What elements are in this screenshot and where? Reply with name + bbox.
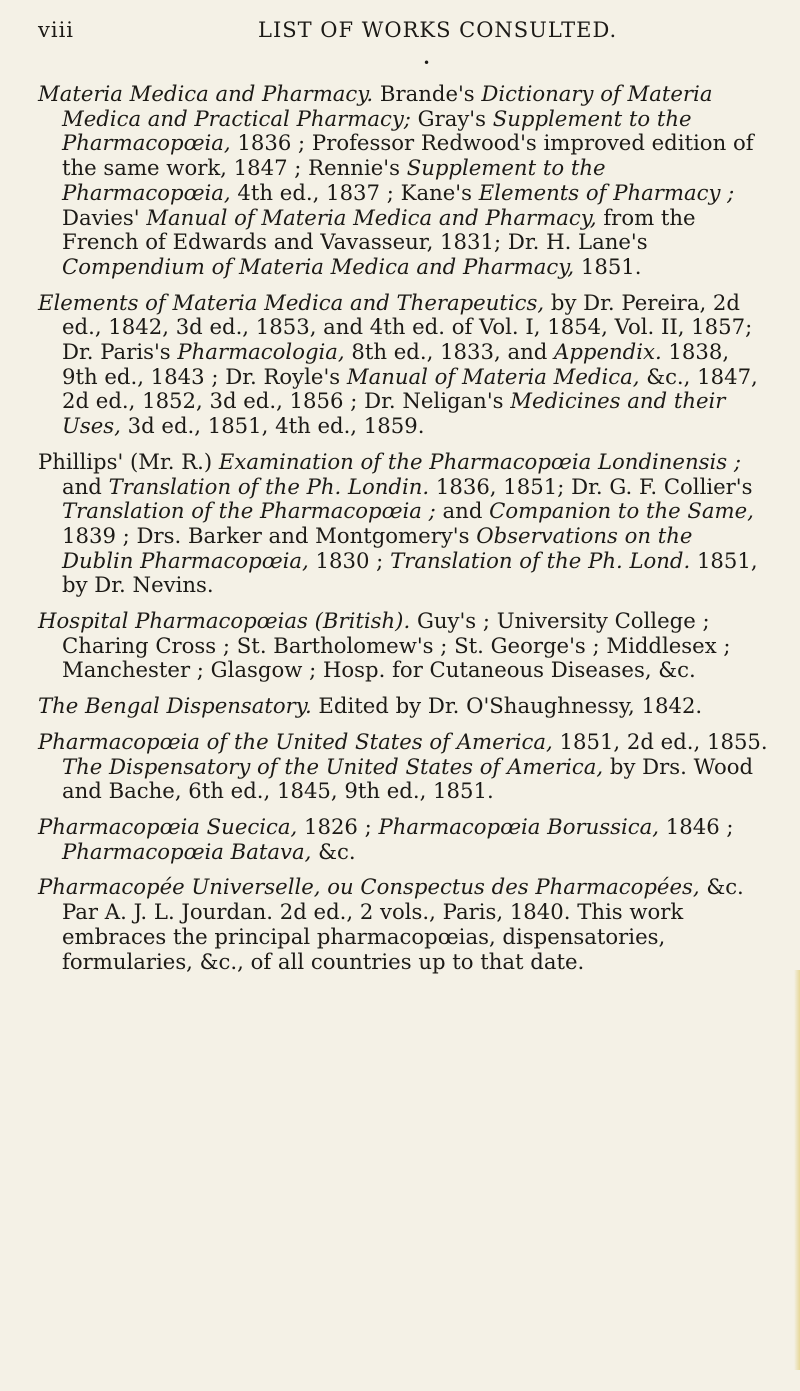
entry-text: from the French of Edwards and Vavasseur, 1831; Dr. H. Lane's: [62, 204, 696, 255]
italic-title: Pharmacologia,: [177, 339, 345, 365]
italic-title: Manual of Materia Medica and Pharmacy,: [146, 204, 597, 230]
italic-title: Translation of the Ph. Lond.: [390, 547, 691, 573]
italic-title: Companion to the Same,: [489, 498, 754, 524]
italic-title: Translation of the Ph. Londin.: [108, 473, 430, 499]
entry-text: and: [62, 473, 109, 499]
italic-title: Compendium of Materia Medica and Pharmacy,: [62, 253, 575, 279]
bibliography-entry: [38, 730, 768, 804]
bibliography-entry: [38, 450, 768, 598]
entry-text: Davies': [62, 204, 147, 230]
italic-title: Translation of the Pharmacopœia ;: [62, 498, 436, 524]
italic-title: Pharmacopœia Batava,: [62, 838, 312, 864]
entry-text: 1838, 9th ed., 1843 ; Dr. Royle's: [62, 339, 730, 389]
entry-text: Phillips' (Mr. R.): [38, 448, 219, 474]
bibliography-entry: [38, 291, 768, 439]
italic-title: Supplement to the Pharmacopœia,: [62, 105, 692, 156]
entry-text: 1830 ;: [308, 547, 391, 573]
entry-text: 1826 ;: [297, 813, 379, 839]
italic-title: Appendix.: [554, 339, 662, 365]
entry-text: 1846 ;: [659, 813, 734, 839]
italic-title: Pharmacopœia Borussica,: [378, 813, 660, 839]
bibliography-entry: [38, 815, 768, 864]
entry-text: 8th ed., 1833, and: [344, 339, 555, 365]
italic-title: Supplement to the Pharmacopœia,: [62, 155, 606, 205]
entry-text: Edited by Dr. O'Shaughnessy, 1842.: [311, 693, 703, 719]
italic-title: Elements of Materia Medica and Therapeutics,: [38, 289, 545, 315]
entry-text: 1836, 1851; Dr. G. F. Collier's: [429, 473, 753, 499]
entry-text: 1839 ; Drs. Barker and Montgomery's: [62, 522, 477, 548]
entry-text: 3d ed., 1851, 4th ed., 1859.: [120, 413, 425, 439]
page-header: [38, 18, 760, 52]
italic-title: The Dispensatory of the United States of America,: [62, 753, 604, 779]
entry-text: by Dr. Pereira, 2d ed., 1842, 3d ed., 1853, and 4th ed. of Vol. I, 1854, Vol. II, 1857; Dr. Paris's: [62, 289, 753, 365]
italic-title: Materia Medica and Pharmacy.: [38, 81, 374, 106]
bibliography-entry: [38, 694, 768, 719]
bibliography-entry: [38, 609, 768, 683]
italic-title: Observations on the Dublin Pharmacopœia,: [62, 522, 693, 573]
entry-text: and: [435, 498, 490, 524]
bibliography-list: [38, 82, 768, 985]
page-number: viii: [38, 18, 75, 42]
entry-text: 1851, by Dr. Nevins.: [62, 547, 758, 598]
entry-text: 1851, 2d ed., 1855.: [552, 728, 768, 754]
italic-title: Manual of Materia Medica,: [346, 363, 640, 389]
entry-text: Gray's: [410, 105, 493, 131]
italic-title: Medicines and their Uses,: [62, 388, 726, 439]
entry-text: &c. Par A. J. L. Jourdan. 2d ed., 2 vols., Paris, 1840. This work embraces the principal pharmacopœias, dispensatories, formularies, &c., of all countries up to that date.: [62, 874, 744, 974]
entry-text: by Drs. Wood and Bache, 6th ed., 1845, 9th ed., 1851.: [62, 753, 754, 804]
running-title: LIST OF WORKS CONSULTED.: [258, 18, 618, 42]
page-edge-stain: [794, 970, 800, 1370]
entry-text: Guy's ; University College ; Charing Cross ; St. Bartholomew's ; St. George's ; Middlesex ; Manchester ; Glasgow ; Hosp. for Cutaneous Diseases, &c.: [62, 608, 731, 683]
italic-title: Dictionary of Materia Medica and Practical Pharmacy;: [62, 81, 713, 131]
entry-text: 4th ed., 1837 ; Kane's: [230, 179, 479, 205]
bibliography-entry: [38, 875, 768, 974]
italic-title: Pharmacopée Universelle, ou Conspectus des Pharmacopées,: [38, 874, 700, 900]
italic-title: Pharmacopœia of the United States of America,: [38, 728, 553, 754]
italic-title: Pharmacopœia Suecica,: [38, 813, 298, 839]
bibliography-entry: [38, 82, 768, 280]
italic-title: Examination of the Pharmacopœia Londinensis ;: [218, 448, 742, 474]
italic-title: Elements of Pharmacy ;: [478, 179, 735, 205]
italic-title: Hospital Pharmacopœias (British).: [38, 608, 411, 634]
entry-text: &c.: [311, 838, 356, 864]
entry-text: Brande's: [373, 81, 482, 106]
entry-text: 1851.: [574, 253, 642, 279]
entry-text: 1836 ; Professor Redwood's improved edition of the same work, 1847 ; Rennie's: [62, 130, 754, 181]
entry-text: &c., 1847, 2d ed., 1852, 3d ed., 1856 ; Dr. Neligan's: [62, 363, 758, 414]
italic-title: The Bengal Dispensatory.: [38, 693, 312, 719]
bullet-mark: •: [423, 56, 431, 70]
